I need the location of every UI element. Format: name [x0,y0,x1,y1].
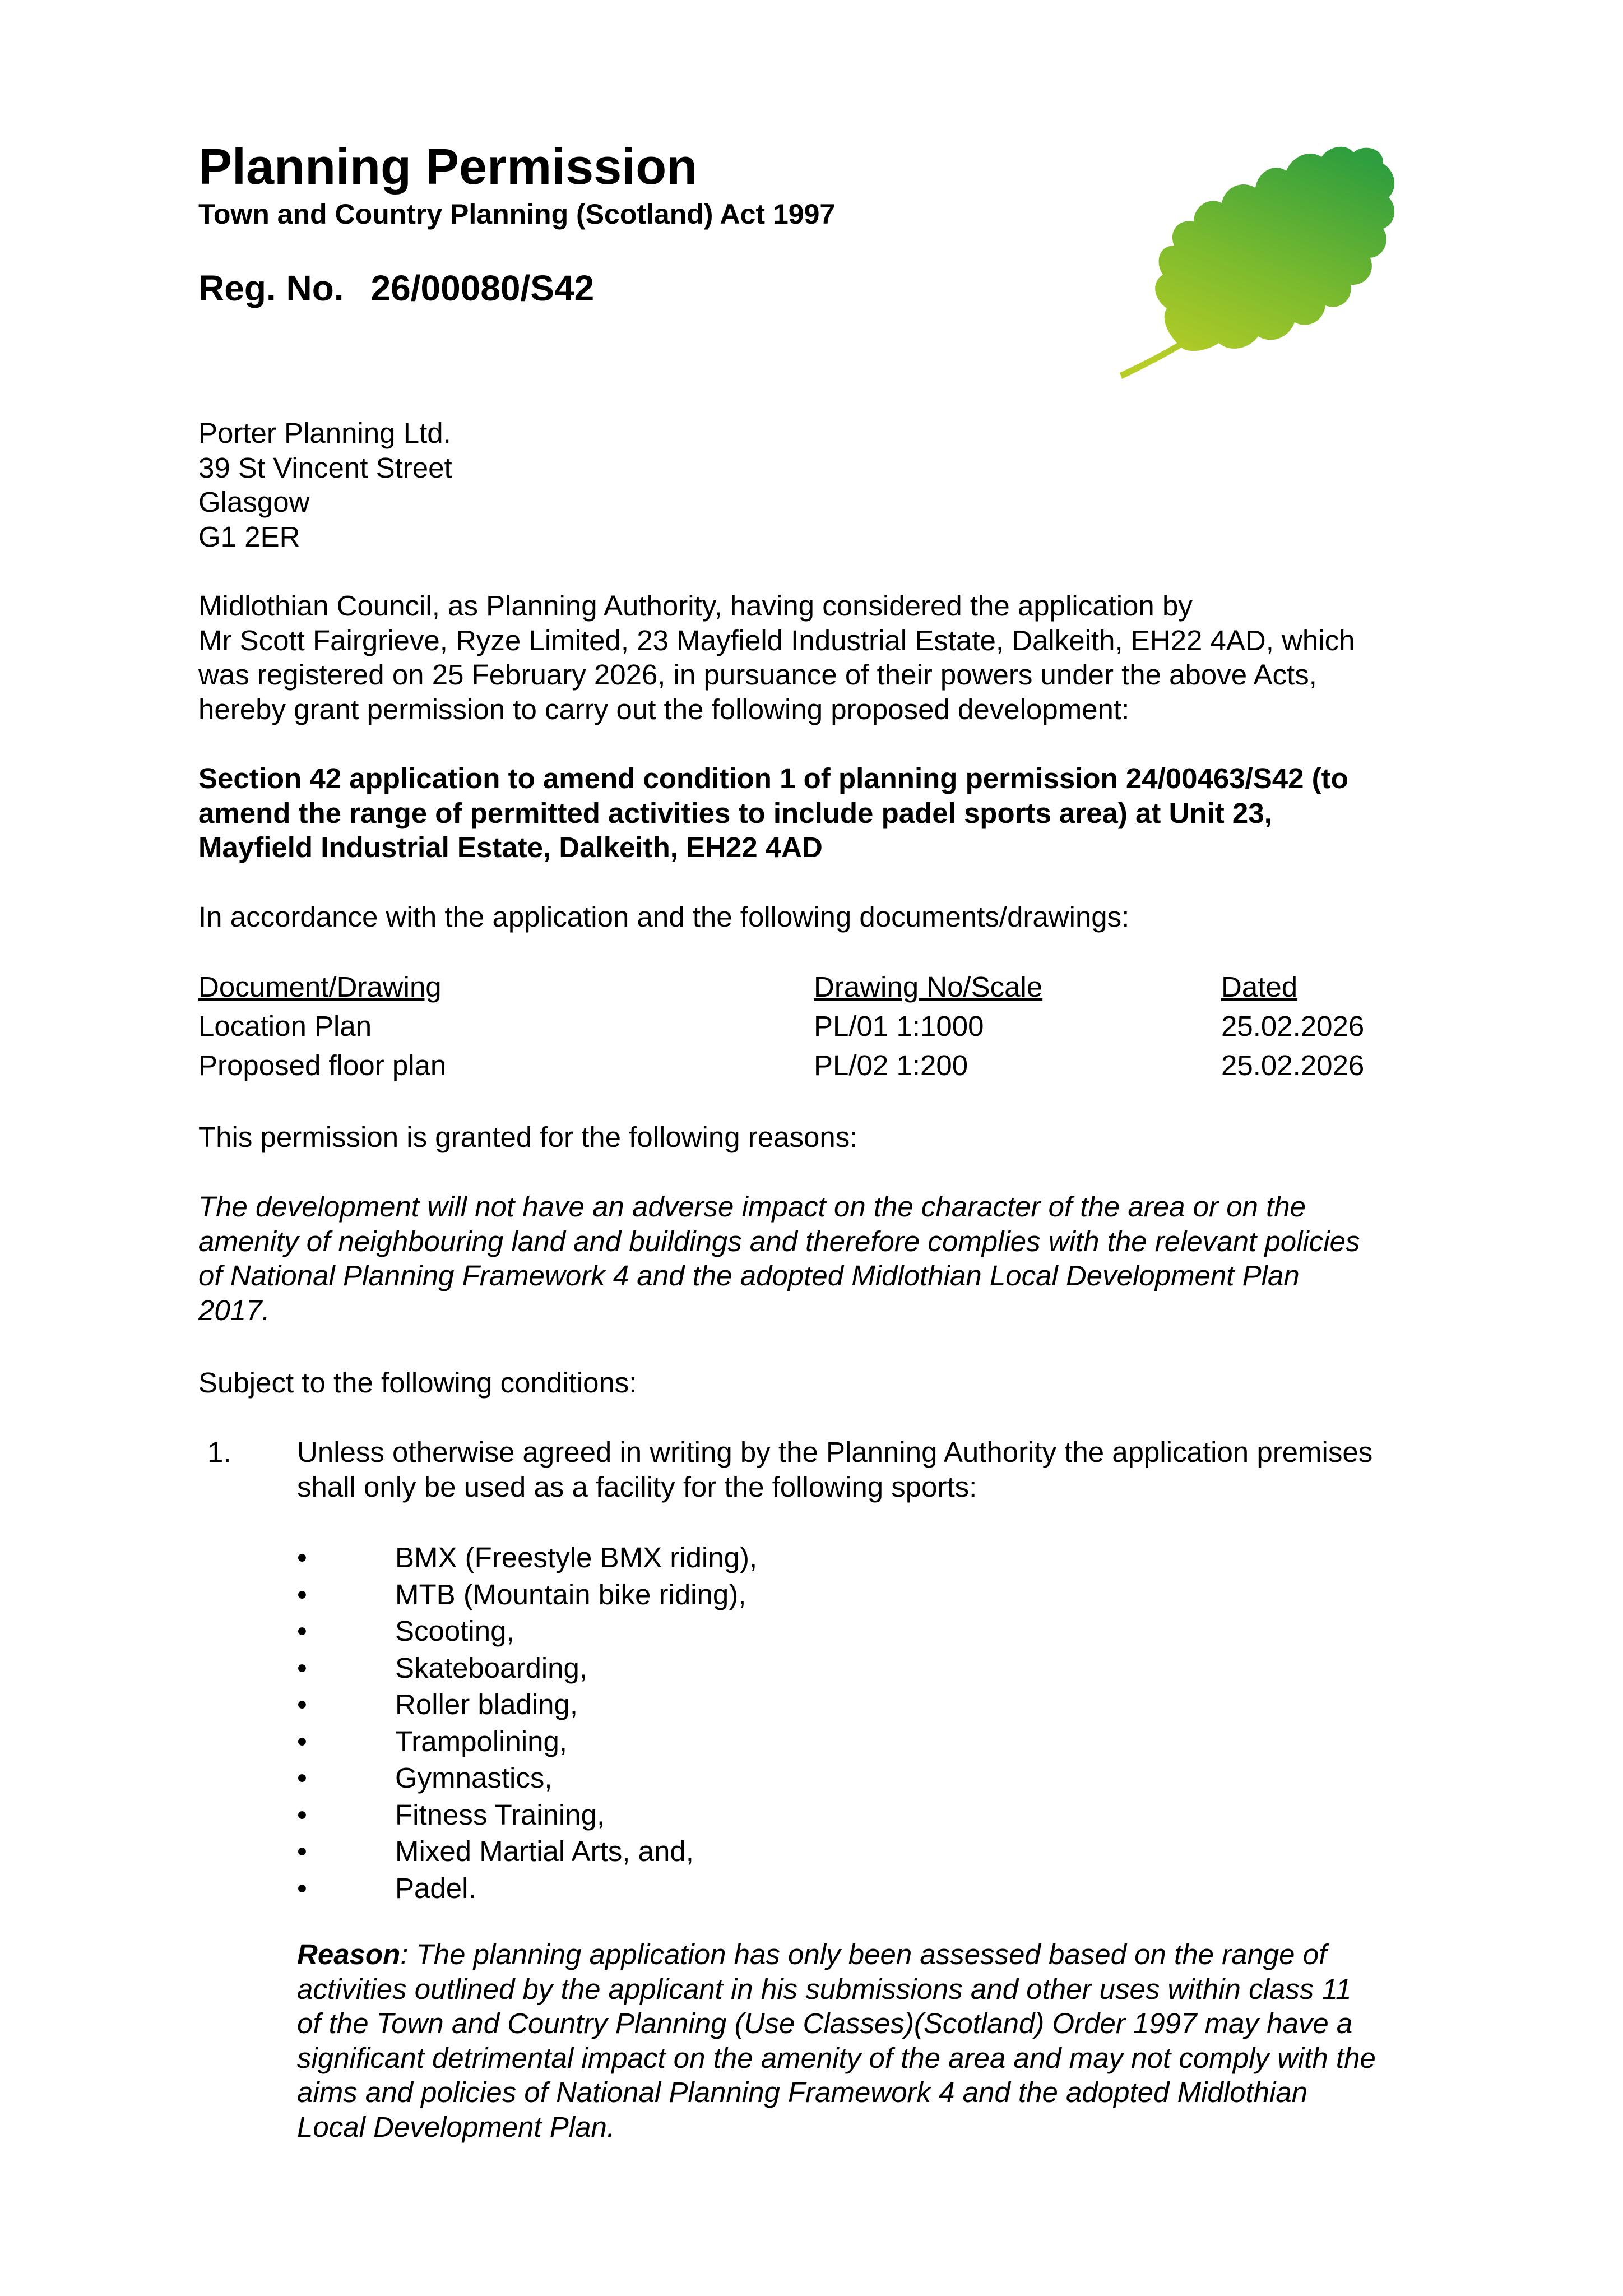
cell-drawing-no: PL/01 1:1000 [814,1010,984,1042]
cell-dated: 25.02.2026 [1221,1049,1365,1081]
address-line: Glasgow [198,486,310,518]
bullet: • [297,1651,307,1684]
reason-line: activities outlined by the applicant in his submissions and other uses within class 11 [297,1973,1352,2005]
address-line: Porter Planning Ltd. [198,417,451,449]
accordance-statement: In accordance with the application and the following documents/drawings: [198,901,1130,933]
reason-label: Reason [297,1938,401,1970]
condition-reason [297,1937,1452,2144]
reasons-intro: This permission is granted for the following reasons: [198,1121,858,1153]
sport-label: Fitness Training, [395,1798,605,1831]
sport-label: Skateboarding, [395,1651,588,1684]
list-item [297,1761,1306,1798]
sport-label: Trampolining, [395,1725,568,1757]
condition-text [297,1435,1446,1504]
registration-number [198,266,594,311]
list-item [297,1614,1306,1651]
reason-text: : The planning application has only been assessed based on the range of [400,1938,1327,1970]
cell-dated: 25.02.2026 [1221,1010,1365,1042]
condition-line: Unless otherwise agreed in writing by the Planning Authority the application premises [297,1436,1373,1468]
list-item [297,1798,1306,1835]
list-item [297,1871,1306,1908]
intro-line: Midlothian Council, as Planning Authority, having considered the application by [198,590,1193,622]
condition-line: shall only be used as a facility for the following sports: [297,1470,977,1503]
sport-label: Padel. [395,1872,476,1904]
reasons-paragraph [198,1189,1443,1327]
cell-document: Location Plan [198,1010,372,1042]
sports-list [297,1540,1306,1908]
intro-paragraph [198,589,1443,726]
intro-line: hereby grant permission to carry out the following proposed development: [198,693,1130,725]
sport-label: Gymnastics, [395,1762,553,1794]
documents-table [198,970,1431,1087]
act-subtitle: Town and Country Planning (Scotland) Act 1997 [198,198,836,230]
bullet: • [297,1835,307,1867]
bullet: • [297,1615,307,1647]
reason-first-line [297,1937,1452,1972]
sport-label: BMX (Freestyle BMX riding), [395,1542,758,1573]
list-item [297,1724,1306,1761]
bullet: • [297,1798,307,1831]
sport-label: MTB (Mountain bike riding), [395,1578,746,1610]
reason-line: The development will not have an adverse impact on the character of the area or on the [198,1191,1306,1223]
header-document: Document/Drawing [198,971,442,1003]
address-line: G1 2ER [198,520,300,553]
reason-line: significant detrimental impact on the amenity of the area and may not comply with the [297,2042,1376,2074]
list-item [297,1540,1306,1577]
address-line: 39 St Vincent Street [198,451,452,484]
development-line: Section 42 application to amend condition 1 of planning permission 24/00463/S42 (to [198,762,1348,794]
bullet: • [297,1542,307,1573]
development-description [198,761,1443,865]
conditions-intro: Subject to the following conditions: [198,1367,637,1399]
header-drawing-no: Drawing No/Scale [814,971,1043,1003]
oak-leaf-icon [1115,118,1407,381]
intro-line: Mr Scott Fairgrieve, Ryze Limited, 23 Mayfield Industrial Estate, Dalkeith, EH22 4AD, which [198,624,1355,656]
sport-label: Scooting, [395,1615,514,1647]
cell-document: Proposed floor plan [198,1049,447,1081]
list-item [297,1687,1306,1724]
reg-value: 26/00080/S42 [370,268,595,308]
reason-line: of the Town and Country Planning (Use Classes)(Scotland) Order 1997 may have a [297,2007,1353,2039]
reason-line: aims and policies of National Planning Framework 4 and the adopted Midlothian [297,2076,1308,2108]
intro-line: was registered on 25 February 2026, in pursuance of their powers under the above Acts, [198,659,1317,691]
reason-line: of National Planning Framework 4 and the adopted Midlothian Local Development Plan [198,1260,1300,1292]
list-item [297,1834,1306,1871]
bullet: • [297,1725,307,1757]
list-item [297,1651,1306,1688]
development-line: Mayfield Industrial Estate, Dalkeith, EH22 4AD [198,831,823,863]
reason-line: amenity of neighbouring land and buildings and therefore complies with the relevant policies [198,1225,1360,1257]
reg-label: Reg. No. [198,268,344,308]
bullet: • [297,1762,307,1794]
document-title: Planning Permission [198,139,698,195]
bullet: • [297,1688,307,1720]
bullet: • [297,1872,307,1904]
table-row [198,1009,1431,1048]
table-header-row [198,970,1431,1009]
reason-line: Local Development Plan. [297,2110,615,2143]
reason-line: 2017. [198,1294,270,1326]
recipient-address [198,416,1431,554]
header-dated: Dated [1221,971,1298,1003]
bullet: • [297,1578,307,1610]
sport-label: Roller blading, [395,1688,578,1720]
sport-label: Mixed Martial Arts, and, [395,1835,694,1867]
development-line: amend the range of permitted activities to include padel sports area) at Unit 23, [198,797,1272,829]
table-row [198,1048,1431,1087]
cell-drawing-no: PL/02 1:200 [814,1049,968,1081]
condition-number: 1. [207,1436,231,1468]
list-item [297,1577,1306,1614]
